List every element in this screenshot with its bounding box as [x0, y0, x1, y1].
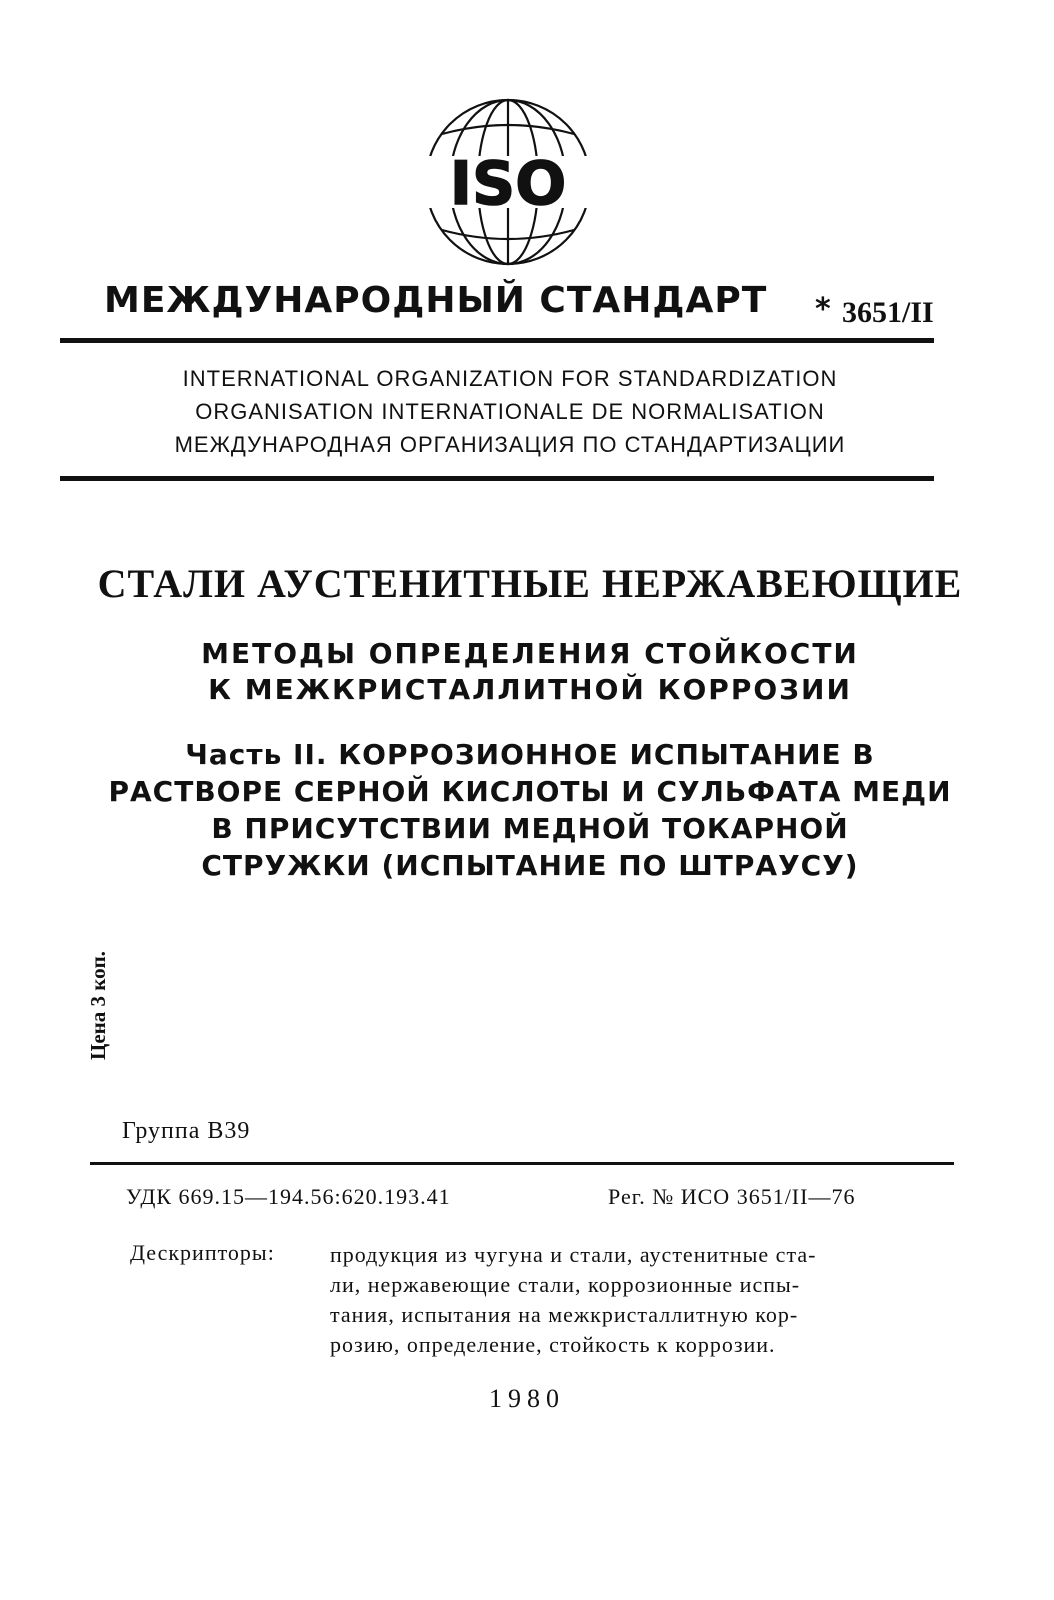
subtitle-line: К МЕЖКРИСТАЛЛИТНОЙ КОРРОЗИИ [208, 673, 852, 706]
publication-year: 1980 [489, 1384, 565, 1413]
organization-names [60, 362, 960, 461]
org-rule [60, 476, 934, 481]
org-line-ru: МЕЖДУНАРОДНАЯ ОРГАНИЗАЦИЯ ПО СТАНДАРТИЗАЦИИ [174, 432, 846, 457]
standard-star: * [815, 292, 831, 327]
descriptor-line: ли, нержавеющие стали, коррозионные испы- [330, 1272, 801, 1297]
descriptor-line: розию, определение, стойкость к коррозии. [330, 1332, 776, 1357]
part-line: СТРУЖКИ (ИСПЫТАНИЕ ПО ШТРАУСУ) [201, 849, 859, 882]
group-label: Группа В39 [122, 1118, 251, 1144]
document-subtitle [60, 636, 1000, 708]
org-line-en: INTERNATIONAL ORGANIZATION FOR STANDARDIZATION [182, 366, 838, 391]
price-label: Цена 3 коп. [86, 951, 110, 1060]
subtitle-line: МЕТОДЫ ОПРЕДЕЛЕНИЯ СТОЙКОСТИ [201, 637, 859, 670]
registration-number: Рег. № ИСО 3651/II—76 [608, 1184, 856, 1209]
org-line-fr: ORGANISATION INTERNATIONALE DE NORMALISATION [195, 399, 825, 424]
iso-logo-text: ISO [449, 149, 567, 219]
descriptor-line: продукция из чугуна и стали, аустенитные ста- [330, 1242, 817, 1267]
document-title: СТАЛИ АУСТЕНИТНЫЕ НЕРЖАВЕЮЩИЕ [97, 561, 963, 606]
part-title [60, 736, 1000, 884]
top-rule [60, 338, 934, 343]
standard-title: МЕЖДУНАРОДНЫЙ СТАНДАРТ [104, 280, 768, 321]
udk-code: УДК 669.15—194.56:620.193.41 [126, 1184, 451, 1209]
group-rule [90, 1162, 954, 1165]
part-line: РАСТВОРЕ СЕРНОЙ КИСЛОТЫ И СУЛЬФАТА МЕДИ [108, 775, 952, 808]
descriptors-text [330, 1240, 930, 1360]
part-line: Часть II. КОРРОЗИОННОЕ ИСПЫТАНИЕ В [185, 738, 875, 771]
descriptor-line: тания, испытания на межкристаллитную кор- [330, 1302, 799, 1327]
part-line: В ПРИСУТСТВИИ МЕДНОЙ ТОКАРНОЙ [211, 812, 849, 845]
descriptors-label: Дескрипторы: [130, 1240, 275, 1265]
iso-logo [420, 94, 596, 270]
standard-number: 3651/II [842, 296, 934, 329]
